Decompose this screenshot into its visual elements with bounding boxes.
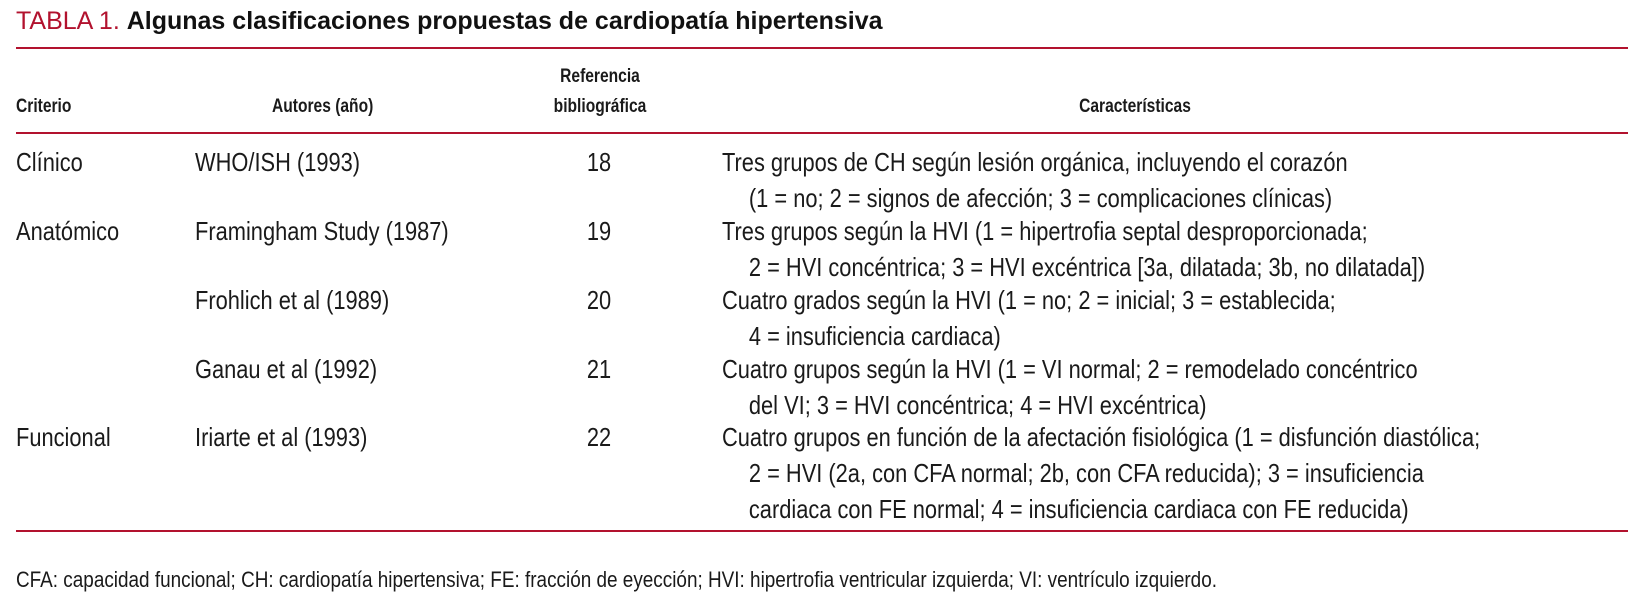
table-row-autores: Framingham Study (1987)	[195, 216, 449, 246]
table-title-text: Algunas clasificaciones propuestas de cardiopatía hipertensiva	[126, 7, 883, 35]
header-criterio: Criterio	[16, 96, 72, 117]
caracteristicas-line: 2 = HVI (2a, con CFA normal; 2b, con CFA reducida); 3 = insuficiencia	[748, 458, 1424, 488]
table-row-ref: 19	[586, 216, 612, 246]
caracteristicas-line: del VI; 3 = HVI concéntrica; 4 = HVI excéntrica)	[748, 390, 1207, 420]
table-row-caracteristicas	[722, 213, 1425, 285]
table-row-caracteristicas	[722, 144, 1348, 216]
table-row-ref: 18	[586, 147, 612, 177]
caracteristicas-line: 2 = HVI concéntrica; 3 = HVI excéntrica [3a, dilatada; 3b, no dilatada])	[748, 252, 1426, 282]
caracteristicas-line: Tres grupos según la HVI (1 = hipertrofia septal desproporcionada;	[722, 216, 1368, 246]
table-row-caracteristicas	[722, 419, 1480, 527]
bottom-rule	[16, 530, 1628, 532]
table-row-autores: Ganau et al (1992)	[195, 354, 378, 384]
top-rule	[16, 47, 1628, 49]
header-autores: Autores (año)	[272, 96, 374, 117]
table-row-criterio: Anatómico	[16, 216, 120, 246]
table-title	[16, 4, 883, 38]
table-label: TABLA 1.	[16, 7, 120, 35]
table-row-autores: Iriarte et al (1993)	[195, 422, 368, 452]
table-row-criterio: Funcional	[16, 422, 111, 452]
caracteristicas-line: Cuatro grupos según la HVI (1 = VI normal; 2 = remodelado concéntrico	[722, 354, 1418, 384]
table-row-ref: 22	[586, 422, 612, 452]
table-row-ref: 21	[586, 354, 612, 384]
caracteristicas-line: Cuatro grupos en función de la afectación fisiológica (1 = disfunción diastólica;	[722, 422, 1481, 452]
header-referencia-line1: Referencia	[560, 66, 640, 87]
table-row-criterio: Clínico	[16, 147, 83, 177]
header-rule	[16, 132, 1628, 134]
header-referencia-line2: bibliográfica	[553, 96, 647, 117]
caracteristicas-line: 4 = insuficiencia cardiaca)	[748, 321, 1001, 351]
table-row-ref: 20	[586, 285, 612, 315]
table-row-autores: WHO/ISH (1993)	[195, 147, 361, 177]
caracteristicas-line: cardiaca con FE normal; 4 = insuficiencia cardiaca con FE reducida)	[748, 494, 1409, 524]
table-row-autores: Frohlich et al (1989)	[195, 285, 390, 315]
table-footnote: CFA: capacidad funcional; CH: cardiopatía hipertensiva; FE: fracción de eyección; HVI: hipertrofia ventricular izquierda; VI: ventrículo izquierdo.	[16, 567, 1217, 592]
table-row-caracteristicas	[722, 282, 1336, 354]
caracteristicas-line: (1 = no; 2 = signos de afección; 3 = complicaciones clínicas)	[748, 183, 1333, 213]
table-row-caracteristicas	[722, 351, 1418, 423]
caracteristicas-line: Cuatro grados según la HVI (1 = no; 2 = inicial; 3 = establecida;	[722, 285, 1336, 315]
header-caracteristicas: Características	[1079, 96, 1191, 117]
caracteristicas-line: Tres grupos de CH según lesión orgánica, incluyendo el corazón	[722, 147, 1348, 177]
